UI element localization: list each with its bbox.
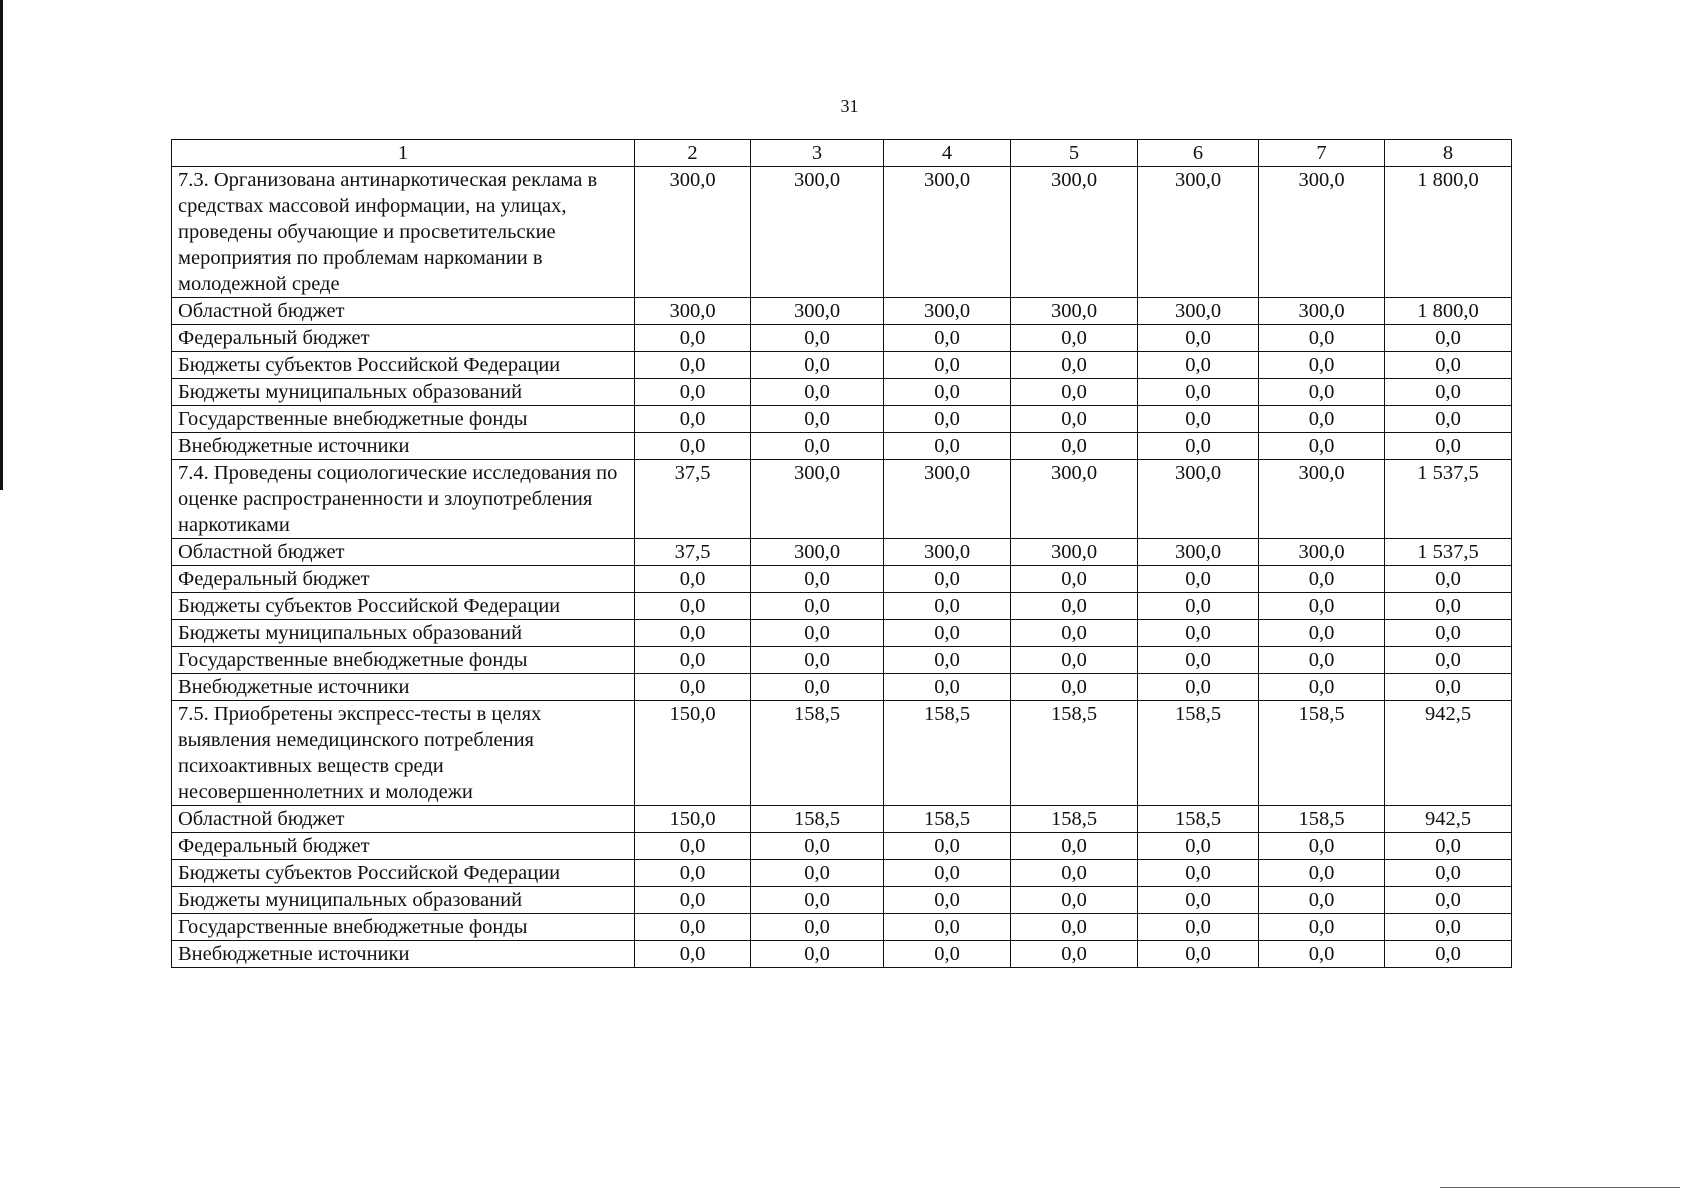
row-label: Внебюджетные источники (172, 433, 635, 460)
row-value: 0,0 (1138, 620, 1259, 647)
row-value: 300,0 (1259, 460, 1385, 539)
row-value: 0,0 (751, 887, 884, 914)
scan-bottom-mark (1440, 1187, 1680, 1188)
row-label: Бюджеты муниципальных образований (172, 379, 635, 406)
row-value: 1 537,5 (1385, 460, 1512, 539)
column-header: 8 (1385, 140, 1512, 167)
table-body (172, 167, 1512, 968)
row-value: 0,0 (1385, 352, 1512, 379)
row-value: 0,0 (1138, 433, 1259, 460)
row-label: Государственные внебюджетные фонды (172, 647, 635, 674)
row-value: 0,0 (1259, 941, 1385, 968)
table-row (172, 379, 1512, 406)
row-value: 0,0 (1385, 406, 1512, 433)
row-value: 0,0 (884, 647, 1011, 674)
row-value: 0,0 (1385, 941, 1512, 968)
row-value: 0,0 (884, 674, 1011, 701)
row-label: Бюджеты субъектов Российской Федерации (172, 352, 635, 379)
row-label: Государственные внебюджетные фонды (172, 914, 635, 941)
row-value: 0,0 (1385, 379, 1512, 406)
row-value: 300,0 (1138, 460, 1259, 539)
row-label: Областной бюджет (172, 298, 635, 325)
row-value: 0,0 (884, 914, 1011, 941)
table-row (172, 460, 1512, 539)
row-value: 0,0 (635, 620, 751, 647)
row-value: 158,5 (1259, 806, 1385, 833)
column-header: 2 (635, 140, 751, 167)
row-label: 7.4. Проведены социологические исследования по оценке распространенности и злоупотребления наркотиками (172, 460, 635, 539)
row-value: 0,0 (635, 379, 751, 406)
row-value: 300,0 (1011, 460, 1138, 539)
table-row (172, 806, 1512, 833)
row-value: 0,0 (884, 433, 1011, 460)
row-value: 0,0 (1385, 566, 1512, 593)
row-value: 0,0 (1138, 593, 1259, 620)
row-value: 158,5 (1138, 806, 1259, 833)
row-value: 300,0 (751, 167, 884, 298)
row-value: 0,0 (635, 941, 751, 968)
row-value: 300,0 (635, 167, 751, 298)
row-value: 0,0 (751, 406, 884, 433)
row-label: Внебюджетные источники (172, 674, 635, 701)
row-label: Федеральный бюджет (172, 566, 635, 593)
scan-left-edge (0, 0, 3, 490)
row-value: 300,0 (1259, 539, 1385, 566)
row-value: 158,5 (751, 701, 884, 806)
row-value: 0,0 (1011, 674, 1138, 701)
row-value: 0,0 (751, 325, 884, 352)
row-value: 0,0 (751, 593, 884, 620)
row-value: 300,0 (884, 460, 1011, 539)
row-value: 0,0 (751, 914, 884, 941)
row-value: 0,0 (1259, 593, 1385, 620)
row-value: 0,0 (1259, 674, 1385, 701)
row-value: 0,0 (1011, 860, 1138, 887)
row-value: 0,0 (1011, 593, 1138, 620)
row-value: 300,0 (1138, 298, 1259, 325)
row-value: 0,0 (751, 941, 884, 968)
row-label: Государственные внебюджетные фонды (172, 406, 635, 433)
row-value: 0,0 (884, 860, 1011, 887)
row-value: 158,5 (1259, 701, 1385, 806)
row-label: Областной бюджет (172, 539, 635, 566)
row-value: 0,0 (1385, 620, 1512, 647)
row-value: 300,0 (751, 460, 884, 539)
row-value: 0,0 (1138, 379, 1259, 406)
row-value: 0,0 (635, 887, 751, 914)
column-header: 6 (1138, 140, 1259, 167)
funding-table (171, 139, 1512, 968)
row-label: 7.3. Организована антинаркотическая реклама в средствах массовой информации, на улицах, проведены обучающие и просветительские мероприятия по проблемам наркомании в молодежной среде (172, 167, 635, 298)
column-header: 4 (884, 140, 1011, 167)
row-value: 0,0 (635, 593, 751, 620)
row-label: Бюджеты муниципальных образований (172, 620, 635, 647)
row-value: 0,0 (635, 833, 751, 860)
row-value: 0,0 (1011, 406, 1138, 433)
row-label: Федеральный бюджет (172, 325, 635, 352)
table-row (172, 433, 1512, 460)
row-value: 0,0 (884, 566, 1011, 593)
row-value: 0,0 (1259, 887, 1385, 914)
table-row (172, 941, 1512, 968)
row-value: 0,0 (884, 379, 1011, 406)
table-row (172, 674, 1512, 701)
row-value: 300,0 (1011, 539, 1138, 566)
table-row (172, 833, 1512, 860)
row-value: 0,0 (1259, 406, 1385, 433)
row-value: 0,0 (751, 860, 884, 887)
row-value: 0,0 (751, 433, 884, 460)
row-value: 0,0 (1011, 887, 1138, 914)
row-value: 0,0 (884, 352, 1011, 379)
row-value: 300,0 (884, 167, 1011, 298)
row-label: 7.5. Приобретены экспресс-тесты в целях выявления немедицинского потребления психоактивных веществ среди несовершеннолетних и молодежи (172, 701, 635, 806)
row-value: 0,0 (1385, 833, 1512, 860)
row-value: 0,0 (1011, 620, 1138, 647)
row-value: 0,0 (1385, 433, 1512, 460)
row-value: 158,5 (884, 806, 1011, 833)
row-value: 0,0 (1259, 379, 1385, 406)
row-value: 37,5 (635, 539, 751, 566)
row-label: Бюджеты субъектов Российской Федерации (172, 593, 635, 620)
row-value: 0,0 (884, 406, 1011, 433)
column-header: 5 (1011, 140, 1138, 167)
row-value: 0,0 (1259, 647, 1385, 674)
row-value: 0,0 (1259, 325, 1385, 352)
row-value: 0,0 (1259, 860, 1385, 887)
column-header: 1 (172, 140, 635, 167)
row-value: 0,0 (751, 352, 884, 379)
row-value: 158,5 (1011, 806, 1138, 833)
row-value: 0,0 (1138, 325, 1259, 352)
row-value: 0,0 (751, 833, 884, 860)
row-value: 0,0 (751, 566, 884, 593)
row-value: 0,0 (1385, 647, 1512, 674)
row-value: 0,0 (635, 406, 751, 433)
row-value: 300,0 (1138, 539, 1259, 566)
row-value: 0,0 (884, 941, 1011, 968)
row-value: 0,0 (1011, 914, 1138, 941)
row-value: 0,0 (1259, 433, 1385, 460)
row-value: 1 800,0 (1385, 298, 1512, 325)
row-value: 0,0 (1259, 352, 1385, 379)
row-value: 0,0 (1011, 352, 1138, 379)
row-value: 37,5 (635, 460, 751, 539)
row-label: Бюджеты муниципальных образований (172, 887, 635, 914)
row-value: 0,0 (1259, 620, 1385, 647)
row-value: 0,0 (635, 325, 751, 352)
table-row (172, 539, 1512, 566)
table-row (172, 325, 1512, 352)
row-value: 942,5 (1385, 806, 1512, 833)
row-value: 0,0 (751, 674, 884, 701)
row-value: 0,0 (635, 914, 751, 941)
row-value: 300,0 (1138, 167, 1259, 298)
row-value: 0,0 (1385, 860, 1512, 887)
column-header: 3 (751, 140, 884, 167)
row-value: 0,0 (1385, 325, 1512, 352)
row-value: 0,0 (1138, 887, 1259, 914)
row-value: 0,0 (1011, 941, 1138, 968)
row-label: Бюджеты субъектов Российской Федерации (172, 860, 635, 887)
row-value: 0,0 (1138, 352, 1259, 379)
row-value: 0,0 (884, 833, 1011, 860)
row-value: 150,0 (635, 806, 751, 833)
table-header-row (172, 140, 1512, 167)
table-row (172, 298, 1512, 325)
row-value: 0,0 (1011, 833, 1138, 860)
row-value: 300,0 (1011, 167, 1138, 298)
row-value: 0,0 (1385, 674, 1512, 701)
row-value: 158,5 (1138, 701, 1259, 806)
row-value: 300,0 (884, 298, 1011, 325)
row-value: 0,0 (751, 647, 884, 674)
table-row (172, 647, 1512, 674)
row-value: 158,5 (884, 701, 1011, 806)
table-row (172, 860, 1512, 887)
row-value: 0,0 (1138, 860, 1259, 887)
row-value: 0,0 (1011, 325, 1138, 352)
row-label: Областной бюджет (172, 806, 635, 833)
row-value: 0,0 (1011, 379, 1138, 406)
row-value: 0,0 (1385, 914, 1512, 941)
row-value: 0,0 (1138, 914, 1259, 941)
row-value: 0,0 (751, 620, 884, 647)
row-value: 0,0 (1011, 647, 1138, 674)
page-number: 31 (840, 96, 859, 116)
row-value: 300,0 (751, 298, 884, 325)
row-value: 0,0 (1011, 433, 1138, 460)
table-row (172, 914, 1512, 941)
row-value: 158,5 (751, 806, 884, 833)
row-value: 158,5 (1011, 701, 1138, 806)
row-value: 0,0 (751, 379, 884, 406)
row-value: 0,0 (1259, 566, 1385, 593)
table-row (172, 620, 1512, 647)
row-value: 0,0 (884, 887, 1011, 914)
row-value: 300,0 (635, 298, 751, 325)
row-value: 1 537,5 (1385, 539, 1512, 566)
row-value: 0,0 (635, 674, 751, 701)
row-value: 0,0 (1138, 566, 1259, 593)
table-row (172, 887, 1512, 914)
table-row (172, 566, 1512, 593)
row-value: 300,0 (751, 539, 884, 566)
row-value: 300,0 (1259, 298, 1385, 325)
column-header: 7 (1259, 140, 1385, 167)
row-value: 0,0 (635, 433, 751, 460)
row-value: 0,0 (635, 860, 751, 887)
row-value: 0,0 (1138, 647, 1259, 674)
row-value: 0,0 (884, 593, 1011, 620)
table-row (172, 167, 1512, 298)
row-value: 0,0 (635, 647, 751, 674)
row-value: 0,0 (884, 325, 1011, 352)
table-row (172, 406, 1512, 433)
table-row (172, 352, 1512, 379)
row-value: 0,0 (635, 566, 751, 593)
row-value: 0,0 (1138, 941, 1259, 968)
row-value: 0,0 (1138, 406, 1259, 433)
table-row (172, 593, 1512, 620)
row-value: 0,0 (1011, 566, 1138, 593)
row-label: Федеральный бюджет (172, 833, 635, 860)
row-value: 942,5 (1385, 701, 1512, 806)
row-value: 300,0 (1011, 298, 1138, 325)
row-label: Внебюджетные источники (172, 941, 635, 968)
row-value: 0,0 (1138, 833, 1259, 860)
row-value: 300,0 (884, 539, 1011, 566)
row-value: 0,0 (1385, 593, 1512, 620)
table-row (172, 701, 1512, 806)
row-value: 0,0 (635, 352, 751, 379)
row-value: 0,0 (884, 620, 1011, 647)
row-value: 0,0 (1259, 914, 1385, 941)
row-value: 1 800,0 (1385, 167, 1512, 298)
row-value: 0,0 (1385, 887, 1512, 914)
row-value: 300,0 (1259, 167, 1385, 298)
row-value: 0,0 (1259, 833, 1385, 860)
row-value: 150,0 (635, 701, 751, 806)
row-value: 0,0 (1138, 674, 1259, 701)
